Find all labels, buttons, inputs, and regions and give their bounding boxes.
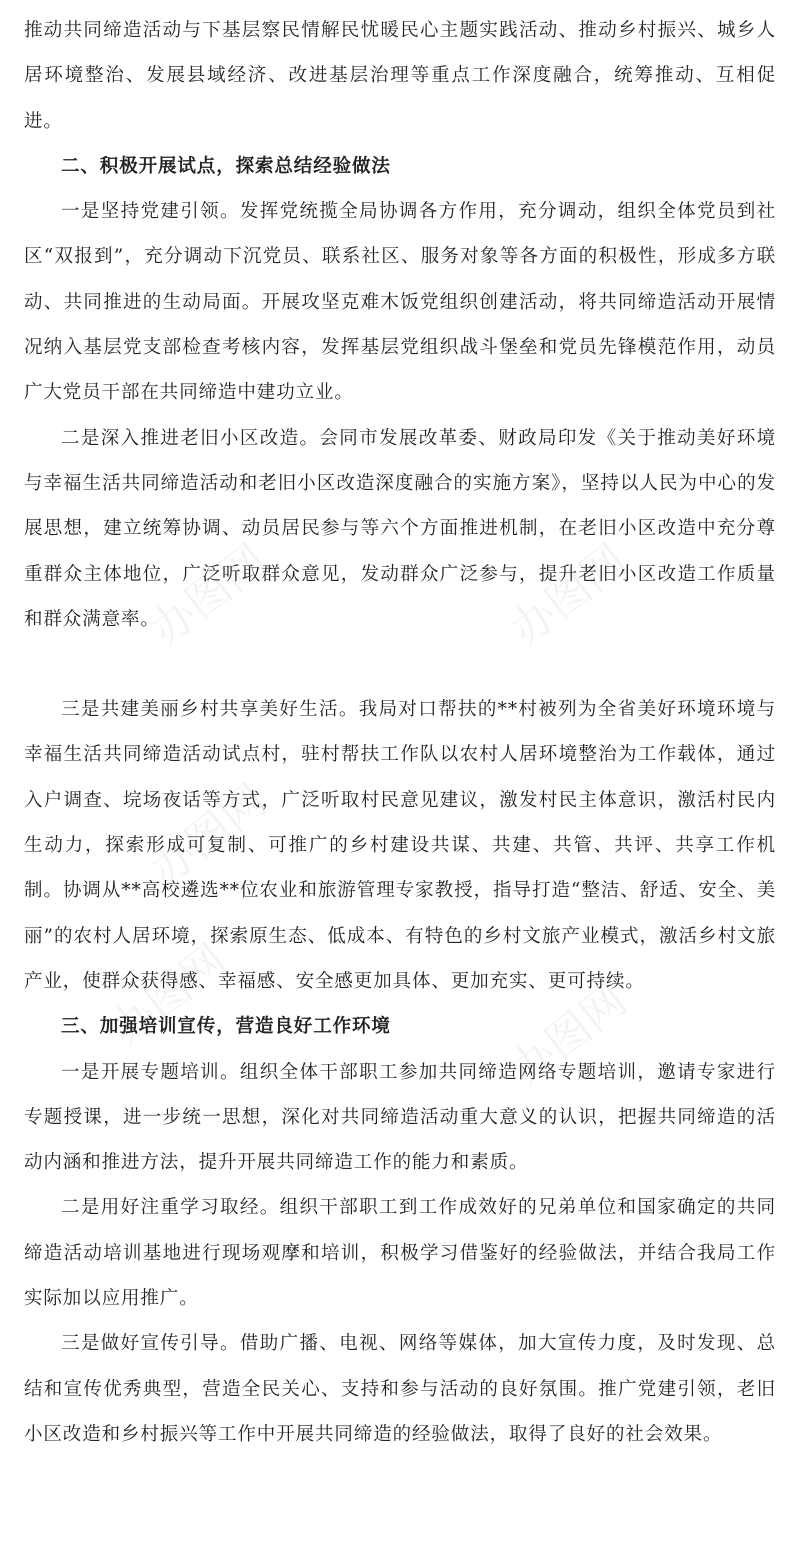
section-heading-2: 二、积极开展试点，探索总结经验做法 [61, 155, 391, 177]
paragraph-publicity-guidance: 三是做好宣传引导。借助广播、电视、网络等媒体，加大宣传力度，及时发现、总结和宣传优秀典型，营造全民关心、支持和参与活动的良好氛围。推广党建引领，老旧小区改造和乡村振兴等工作中开展共同缔造的经验做法，取得了良好的社会效果。 [24, 1333, 776, 1445]
section-heading-3: 三、加强培训宣传，营造良好工作环境 [61, 1016, 391, 1038]
paragraph-continued: 推动共同缔造活动与下基层察民情解民忧暖民心主题实践活动、推动乡村振兴、城乡人居环境整治、发展县域经济、改进基层治理等重点工作深度融合，统筹推动、互相促进。 [24, 20, 776, 132]
blank-spacer [24, 642, 776, 687]
document-body [24, 0, 776, 1457]
paragraph-special-training: 一是开展专题培训。组织全体干部职工参加共同缔造网络专题培训，邀请专家进行专题授课，进一步统一思想，深化对共同缔造活动重大意义的认识，把握共同缔造的活动内涵和推进方法，提升开展共同缔造工作的能力和素质。 [24, 1061, 776, 1174]
paragraph-learning-experience: 二是用好注重学习取经。组织干部职工到工作成效好的兄弟单位和国家确定的共同缔造活动培训基地进行现场观摩和培训，积极学习借鉴好的经验做法，并结合我局工作实际加以应用推广。 [24, 1197, 776, 1310]
paragraph-beautiful-village: 三是共建美丽乡村共享美好生活。我局对口帮扶的**村被列为全省美好环境环境与幸福生活共同缔造活动试点村，驻村帮扶工作队以农村人居环境整治为工作载体，通过入户调查、垸场夜话等方式，广泛听取村民意见建议，激发村民主体意识，激活村民内生动力，探索形成可复制、可推广的乡村建设共谋、共建、共管、共评、共享工作机制。协调从**高校遴选**位农业和旅游管理专家教授，指导打造“整洁、舒适、安全、美丽”的农村人居环境，探索原生态、低成本、有特色的乡村文旅产业模式，激活乡村文旅产业，使群众获得感、幸福感、安全感更加具体、更加充实、更可持续。 [24, 699, 776, 992]
paragraph-old-community-renovation: 二是深入推进老旧小区改造。会同市发展改革委、财政局印发《关于推动美好环境与幸福生活共同缔造活动和老旧小区改造深度融合的实施方案》，坚持以人民为中心的发展思想，建立统筹协调、动员居民参与等六个方面推进机制，在老旧小区改造中充分尊重群众主体地位，广泛听取群众意见，发动群众广泛参与，提升老旧小区改造工作质量和群众满意率。 [24, 427, 776, 630]
paragraph-party-building: 一是坚持党建引领。发挥党统揽全局协调各方作用，充分调动，组织全体党员到社区“双报到”，充分调动下沉党员、联系社区、服务对象等各方面的积极性，形成多方联动、共同推进的生动局面。开展攻坚克难木饭党组织创建活动，将共同缔造活动开展情况纳入基层党支部检查考核内容，发挥基层党组织战斗堡垒和党员先锋模范作用，动员广大党员干部在共同缔造中建功立业。 [24, 201, 776, 404]
